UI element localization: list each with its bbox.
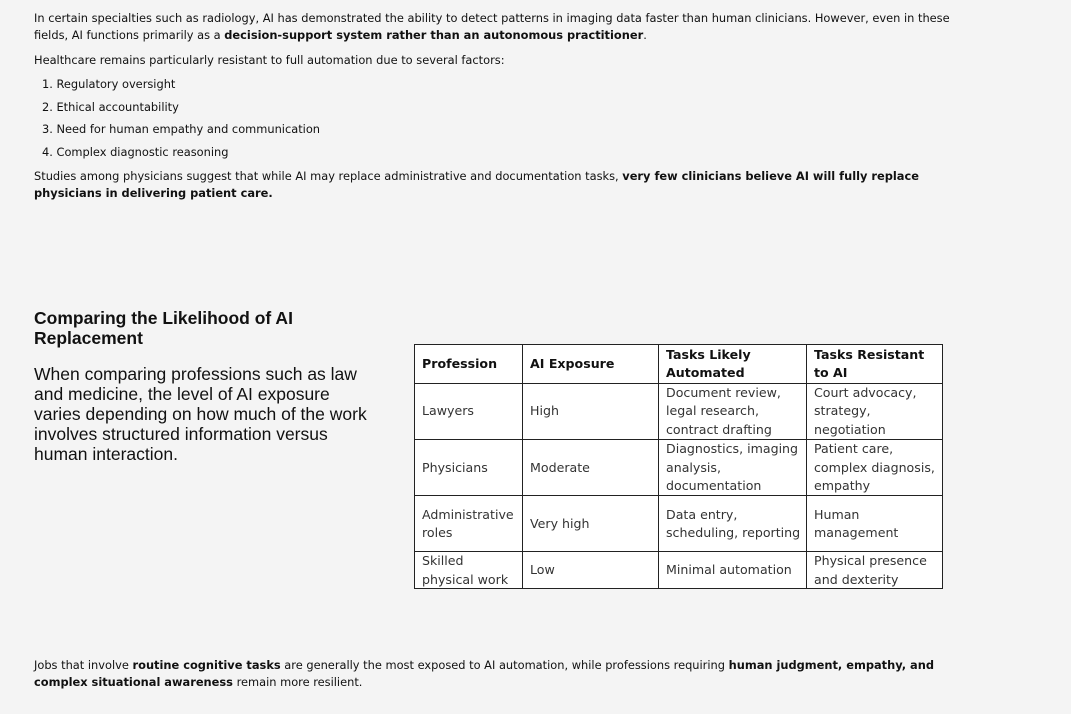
table-cell: Physicians xyxy=(415,440,523,496)
table-cell: Document review, legal research, contract drafting xyxy=(659,384,807,440)
table-cell: High xyxy=(523,384,659,440)
cell-text: Skilled physical work xyxy=(422,553,509,587)
p3-bold-text: very few clinicians believe AI will fully replace physicians in delivering patient care. xyxy=(34,169,919,200)
section-title: Comparing the Likelihood of AI Replacement xyxy=(34,308,293,348)
p4-text-1: Jobs that involve xyxy=(34,658,133,672)
table-row xyxy=(415,552,943,589)
table-cell: Administrative roles xyxy=(415,496,523,552)
table-cell: Human management xyxy=(807,496,943,552)
table-cell: Lawyers xyxy=(415,384,523,440)
intro-paragraph-radiology xyxy=(34,10,954,44)
table-cell: Diagnostics, imaging analysis, documentation xyxy=(659,440,807,496)
table-header-row xyxy=(415,345,943,384)
p4-text-3: remain more resilient. xyxy=(232,675,363,689)
studies-paragraph xyxy=(34,168,954,202)
table-row xyxy=(415,384,943,440)
header-profession: Profession xyxy=(415,345,523,384)
intro-paragraph-factors: Healthcare remains particularly resistant to full automation due to several factors: xyxy=(34,53,505,67)
header-tasks-resistant: Tasks Resistant to AI xyxy=(807,345,943,384)
p4-bold-2: human judgment, empathy, and complex situational awareness xyxy=(34,658,934,689)
p1-text: In certain specialties such as radiology, AI has demonstrated the ability to detect patterns in imaging data faster than human clinicians. However, even in these fields, AI functions primarily as a xyxy=(34,11,950,42)
header-tasks-automated: Tasks Likely Automated xyxy=(659,345,807,384)
table-cell: Minimal automation xyxy=(659,552,807,589)
table-cell: Data entry, scheduling, reporting xyxy=(659,496,807,552)
list-item: 3. Need for human empathy and communication xyxy=(42,122,321,137)
p1-period: . xyxy=(643,28,647,42)
comparison-table xyxy=(414,344,943,589)
conclusion-paragraph xyxy=(34,657,954,691)
table-cell: Court advocacy, strategy, negotiation xyxy=(807,384,943,440)
table-row xyxy=(415,440,943,496)
table-cell: Low xyxy=(523,552,659,589)
p3-text: Studies among physicians suggest that while AI may replace administrative and documentation tasks, xyxy=(34,169,623,183)
p4-bold-1: routine cognitive tasks xyxy=(132,658,281,672)
table-cell: Patient care, complex diagnosis, empathy xyxy=(807,440,943,496)
section-description: When comparing professions such as law and medicine, the level of AI exposure varies depending on how much of the work involves structured information versus human interaction. xyxy=(34,364,367,464)
header-ai-exposure: AI Exposure xyxy=(523,345,659,384)
table-cell xyxy=(807,552,943,589)
cell-text: Physical presence and dexterity xyxy=(814,553,927,587)
p4-text-2: are generally the most exposed to AI automation, while professions requiring xyxy=(280,658,729,672)
table-row xyxy=(415,496,943,552)
factors-list xyxy=(42,76,320,166)
list-item: 2. Ethical accountability xyxy=(42,99,179,114)
table-cell: Very high xyxy=(523,496,659,552)
table-cell xyxy=(415,552,523,589)
list-item: 1. Regulatory oversight xyxy=(42,77,176,91)
table-cell: Moderate xyxy=(523,440,659,496)
p1-bold-text: decision-support system rather than an autonomous practitioner xyxy=(224,28,644,42)
list-item: 4. Complex diagnostic reasoning xyxy=(42,144,229,159)
